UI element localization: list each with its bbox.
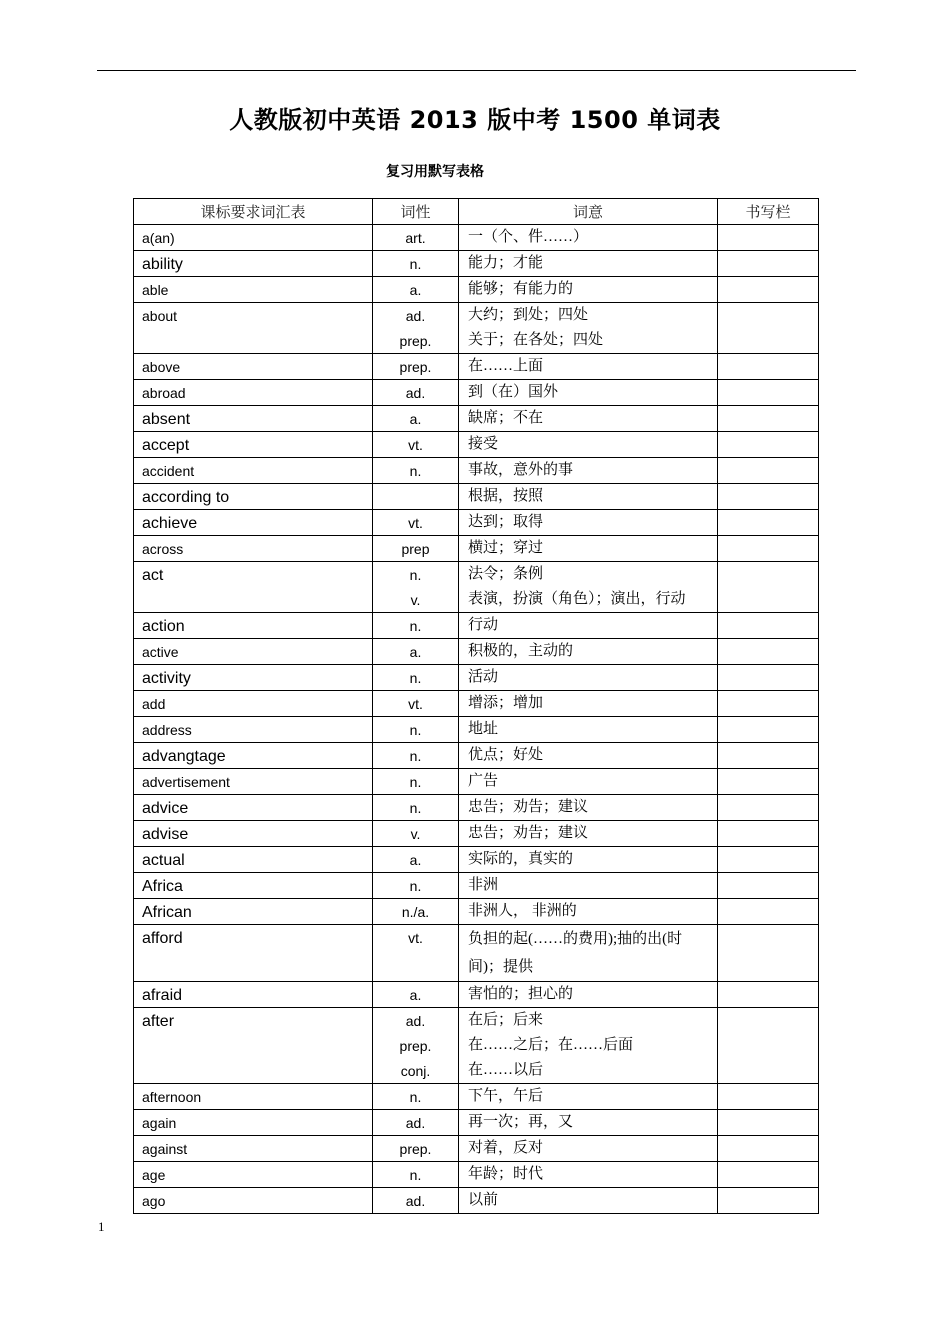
writing-cell[interactable]	[718, 982, 819, 1008]
word-cell	[134, 982, 373, 1008]
meaning-cell	[459, 536, 718, 562]
word-text: address	[142, 722, 192, 738]
word-text: actual	[142, 852, 185, 869]
word-text: achieve	[142, 515, 198, 532]
pos-text: n.	[409, 256, 422, 272]
header-word: 课标要求词汇表	[134, 199, 373, 225]
pos-cell	[373, 536, 459, 562]
writing-cell[interactable]	[718, 354, 819, 380]
word-cell	[134, 795, 373, 821]
meaning-cell	[459, 795, 718, 821]
writing-cell[interactable]	[718, 1136, 819, 1162]
writing-cell[interactable]	[718, 743, 819, 769]
page-title: 人教版初中英语 2013 版中考 1500 单词表	[229, 106, 721, 134]
pos-text: v.	[410, 592, 421, 608]
word-text: able	[142, 282, 169, 298]
pos-cell	[373, 1188, 459, 1214]
meaning-cell	[459, 873, 718, 899]
writing-cell[interactable]	[718, 795, 819, 821]
meaning-text: 在后；后来	[468, 1012, 544, 1028]
meaning-text: 害怕的；担心的	[468, 986, 574, 1002]
word-text: about	[142, 308, 178, 324]
pos-cell	[373, 925, 459, 982]
word-cell	[134, 303, 373, 354]
pos-text: ad.	[405, 308, 426, 324]
pos-text: n.	[409, 463, 422, 479]
writing-cell[interactable]	[718, 432, 819, 458]
pos-text: v.	[410, 826, 421, 842]
word-cell	[134, 1136, 373, 1162]
word-cell	[134, 1188, 373, 1214]
word-cell	[134, 743, 373, 769]
pos-text: a.	[409, 411, 422, 427]
pos-cell	[373, 769, 459, 795]
meaning-cell	[459, 899, 718, 925]
pos-cell	[373, 1084, 459, 1110]
meaning-text: 在……之后；在……后面	[468, 1037, 634, 1053]
meaning-text: 非洲人， 非洲的	[468, 903, 577, 919]
word-text: advice	[142, 800, 189, 817]
pos-cell	[373, 1110, 459, 1136]
meaning-cell	[459, 1136, 718, 1162]
meaning-text: 在……上面	[468, 358, 544, 374]
pos-text: n.	[409, 774, 422, 790]
word-text: according to	[142, 489, 230, 506]
writing-cell[interactable]	[718, 717, 819, 743]
pos-cell	[373, 613, 459, 639]
pos-text: a.	[409, 852, 422, 868]
word-text: afford	[142, 930, 183, 947]
word-text: accident	[142, 463, 195, 479]
word-cell	[134, 925, 373, 982]
word-cell	[134, 510, 373, 536]
meaning-text: 表演，扮演（角色）；演出，行动	[468, 591, 686, 607]
table-row	[134, 354, 819, 380]
word-text: accept	[142, 437, 190, 454]
meaning-cell	[459, 717, 718, 743]
pos-text: conj.	[400, 1063, 431, 1079]
word-text: advise	[142, 826, 189, 843]
pos-cell	[373, 251, 459, 277]
pos-cell	[373, 691, 459, 717]
pos-text: vt.	[408, 515, 423, 531]
meaning-text: 积极的，主动的	[468, 643, 574, 659]
pos-cell	[373, 432, 459, 458]
meaning-text: 根据，按照	[468, 488, 544, 504]
word-cell	[134, 873, 373, 899]
pos-cell	[373, 303, 459, 354]
pos-cell	[373, 562, 459, 613]
meaning-text: 一（个、件……）	[468, 229, 589, 245]
table-row	[134, 613, 819, 639]
meaning-text: 能力；才能	[468, 255, 544, 271]
meaning-text: 负担的起(……的费用);抽的出(时	[468, 931, 683, 947]
pos-cell	[373, 380, 459, 406]
meaning-text: 广告	[468, 773, 499, 789]
header-writing: 书写栏	[718, 199, 819, 225]
writing-cell[interactable]	[718, 1084, 819, 1110]
word-cell	[134, 484, 373, 510]
word-text: age	[142, 1167, 166, 1183]
pos-text: ad.	[405, 1115, 426, 1131]
word-cell	[134, 1110, 373, 1136]
writing-cell[interactable]	[718, 1008, 819, 1084]
pos-text: n.	[409, 567, 422, 583]
pos-text: a.	[409, 644, 422, 660]
word-cell	[134, 380, 373, 406]
word-text: a(an)	[142, 230, 175, 246]
table-row	[134, 458, 819, 484]
meaning-text: 事故，意外的事	[468, 462, 574, 478]
pos-text: vt.	[408, 930, 423, 946]
table-row	[134, 1008, 819, 1084]
word-text: advertisement	[142, 774, 230, 790]
writing-cell[interactable]	[718, 562, 819, 613]
meaning-cell	[459, 380, 718, 406]
meaning-cell	[459, 1008, 718, 1084]
word-cell	[134, 1008, 373, 1084]
table-row	[134, 899, 819, 925]
word-cell	[134, 225, 373, 251]
meaning-cell	[459, 769, 718, 795]
table-row	[134, 251, 819, 277]
meaning-text: 年龄；时代	[468, 1166, 544, 1182]
word-cell	[134, 432, 373, 458]
meaning-text: 大约；到处；四处	[468, 307, 589, 323]
writing-cell[interactable]	[718, 484, 819, 510]
meaning-text: 关于；在各处；四处	[468, 332, 604, 348]
table-row	[134, 982, 819, 1008]
writing-cell[interactable]	[718, 613, 819, 639]
meaning-cell	[459, 821, 718, 847]
pos-cell	[373, 354, 459, 380]
writing-cell[interactable]	[718, 1162, 819, 1188]
word-cell	[134, 821, 373, 847]
table-row	[134, 1136, 819, 1162]
pos-text: a.	[409, 987, 422, 1003]
pos-cell	[373, 1008, 459, 1084]
word-cell	[134, 354, 373, 380]
pos-cell	[373, 665, 459, 691]
meaning-text: 实际的，真实的	[468, 851, 574, 867]
writing-cell[interactable]	[718, 380, 819, 406]
writing-cell[interactable]	[718, 1188, 819, 1214]
header-meaning: 词意	[459, 199, 718, 225]
writing-cell[interactable]	[718, 665, 819, 691]
pos-cell	[373, 484, 459, 510]
word-text: active	[142, 644, 179, 660]
meaning-text: 在……以后	[468, 1062, 544, 1078]
table-row	[134, 277, 819, 303]
pos-text: n.	[409, 800, 422, 816]
pos-text: n.	[409, 618, 422, 634]
meaning-cell	[459, 484, 718, 510]
pos-cell	[373, 743, 459, 769]
meaning-text: 以前	[468, 1192, 499, 1208]
meaning-text: 能够；有能力的	[468, 281, 574, 297]
table-row	[134, 847, 819, 873]
meaning-cell	[459, 639, 718, 665]
pos-text: n.	[409, 878, 422, 894]
word-text: Africa	[142, 878, 183, 895]
pos-text: prep.	[399, 1038, 432, 1054]
writing-cell[interactable]	[718, 303, 819, 354]
meaning-cell	[459, 432, 718, 458]
meaning-cell	[459, 691, 718, 717]
word-cell	[134, 769, 373, 795]
pos-text: prep.	[399, 333, 432, 349]
pos-text: n.	[409, 748, 422, 764]
table-row	[134, 432, 819, 458]
writing-cell[interactable]	[718, 251, 819, 277]
writing-cell[interactable]	[718, 899, 819, 925]
pos-text: ad.	[405, 385, 426, 401]
word-text: action	[142, 618, 185, 635]
writing-cell[interactable]	[718, 847, 819, 873]
pos-cell	[373, 717, 459, 743]
header-pos: 词性	[373, 199, 459, 225]
meaning-text: 非洲	[468, 877, 499, 893]
word-text: abroad	[142, 385, 186, 401]
meaning-text: 优点；好处	[468, 747, 544, 763]
word-cell	[134, 562, 373, 613]
meaning-text: 缺席；不在	[468, 410, 544, 426]
meaning-text: 法令；条例	[468, 566, 544, 582]
meaning-cell	[459, 562, 718, 613]
table-row	[134, 1188, 819, 1214]
word-cell	[134, 458, 373, 484]
writing-cell[interactable]	[718, 510, 819, 536]
page-subtitle: 复习用默写表格	[386, 164, 484, 180]
meaning-cell	[459, 277, 718, 303]
meaning-text: 接受	[468, 436, 499, 452]
pos-text: a.	[409, 282, 422, 298]
word-text: against	[142, 1141, 188, 1157]
pos-cell	[373, 225, 459, 251]
meaning-cell	[459, 925, 718, 982]
writing-cell[interactable]	[718, 277, 819, 303]
meaning-text: 再一次；再，又	[468, 1114, 574, 1130]
table-row	[134, 795, 819, 821]
meaning-cell	[459, 251, 718, 277]
meaning-cell	[459, 510, 718, 536]
meaning-text: 到（在）国外	[468, 384, 559, 400]
meaning-text: 忠告；劝告；建议	[468, 825, 589, 841]
table-row	[134, 743, 819, 769]
writing-cell[interactable]	[718, 925, 819, 982]
meaning-cell	[459, 982, 718, 1008]
pos-cell	[373, 1162, 459, 1188]
writing-cell[interactable]	[718, 691, 819, 717]
pos-text: n.	[409, 1089, 422, 1105]
pos-cell	[373, 982, 459, 1008]
meaning-cell	[459, 1188, 718, 1214]
meaning-cell	[459, 354, 718, 380]
pos-text: n.	[409, 722, 422, 738]
table-row	[134, 769, 819, 795]
word-text: African	[142, 904, 192, 921]
word-text: activity	[142, 670, 191, 687]
word-cell	[134, 847, 373, 873]
writing-cell[interactable]	[718, 821, 819, 847]
pos-text: prep.	[399, 1141, 432, 1157]
table-row	[134, 484, 819, 510]
pos-text: art.	[405, 230, 426, 246]
table-row	[134, 1162, 819, 1188]
meaning-text: 增添；增加	[468, 695, 544, 711]
writing-cell[interactable]	[718, 225, 819, 251]
word-text: afternoon	[142, 1089, 202, 1105]
pos-text: n.	[409, 670, 422, 686]
vocab-body	[134, 225, 819, 1214]
word-cell	[134, 406, 373, 432]
table-row	[134, 380, 819, 406]
table-row	[134, 225, 819, 251]
pos-cell	[373, 847, 459, 873]
meaning-cell	[459, 1084, 718, 1110]
pos-text: ad.	[405, 1013, 426, 1029]
meaning-cell	[459, 613, 718, 639]
table-row	[134, 821, 819, 847]
word-cell	[134, 665, 373, 691]
word-cell	[134, 277, 373, 303]
pos-cell	[373, 510, 459, 536]
table-row	[134, 562, 819, 613]
pos-text: vt.	[408, 437, 423, 453]
table-row	[134, 925, 819, 982]
word-text: act	[142, 567, 164, 584]
word-cell	[134, 717, 373, 743]
meaning-text: 地址	[468, 721, 499, 737]
word-text: again	[142, 1115, 177, 1131]
writing-cell[interactable]	[718, 769, 819, 795]
pos-text	[373, 484, 458, 509]
word-cell	[134, 691, 373, 717]
word-text: advangtage	[142, 748, 226, 765]
word-cell	[134, 536, 373, 562]
word-text: absent	[142, 411, 191, 428]
pos-cell	[373, 406, 459, 432]
pos-cell	[373, 1136, 459, 1162]
meaning-text: 间)；提供	[468, 959, 533, 975]
pos-cell	[373, 899, 459, 925]
meaning-cell	[459, 743, 718, 769]
pos-cell	[373, 873, 459, 899]
word-text: ability	[142, 256, 183, 273]
word-cell	[134, 639, 373, 665]
word-cell	[134, 899, 373, 925]
pos-text: vt.	[408, 696, 423, 712]
word-text: add	[142, 696, 166, 712]
meaning-cell	[459, 303, 718, 354]
table-row	[134, 665, 819, 691]
table-row	[134, 510, 819, 536]
pos-cell	[373, 639, 459, 665]
table-row	[134, 536, 819, 562]
meaning-text: 达到；取得	[468, 514, 544, 530]
meaning-cell	[459, 1110, 718, 1136]
table-row	[134, 717, 819, 743]
writing-cell[interactable]	[718, 536, 819, 562]
meaning-text: 对着，反对	[468, 1140, 544, 1156]
table-row	[134, 406, 819, 432]
meaning-cell	[459, 406, 718, 432]
meaning-cell	[459, 847, 718, 873]
meaning-cell	[459, 225, 718, 251]
pos-text: ad.	[405, 1193, 426, 1209]
table-row	[134, 1110, 819, 1136]
table-row	[134, 303, 819, 354]
meaning-text: 行动	[468, 617, 499, 633]
page-number: 1	[98, 1219, 105, 1234]
table-row	[134, 691, 819, 717]
writing-cell[interactable]	[718, 639, 819, 665]
pos-cell	[373, 277, 459, 303]
top-rule	[97, 70, 856, 71]
pos-cell	[373, 821, 459, 847]
word-text: afraid	[142, 987, 183, 1004]
word-text: after	[142, 1013, 175, 1030]
pos-cell	[373, 458, 459, 484]
pos-text: n./a.	[401, 904, 430, 920]
meaning-text: 横过；穿过	[468, 540, 544, 556]
pos-text: prep	[401, 541, 430, 557]
meaning-cell	[459, 458, 718, 484]
pos-text: prep.	[399, 359, 432, 375]
meaning-text: 忠告；劝告；建议	[468, 799, 589, 815]
writing-cell[interactable]	[718, 873, 819, 899]
table-row	[134, 1084, 819, 1110]
word-text: ago	[142, 1193, 166, 1209]
table-header-row	[134, 199, 819, 225]
word-cell	[134, 613, 373, 639]
table-row	[134, 873, 819, 899]
word-text: above	[142, 359, 181, 375]
meaning-cell	[459, 665, 718, 691]
word-cell	[134, 1084, 373, 1110]
word-cell	[134, 251, 373, 277]
meaning-text: 活动	[468, 669, 499, 685]
writing-cell[interactable]	[718, 406, 819, 432]
writing-cell[interactable]	[718, 458, 819, 484]
table-row	[134, 639, 819, 665]
pos-text: n.	[409, 1167, 422, 1183]
meaning-cell	[459, 1162, 718, 1188]
word-cell	[134, 1162, 373, 1188]
pos-cell	[373, 795, 459, 821]
word-text: across	[142, 541, 184, 557]
vocab-table	[133, 198, 819, 1214]
writing-cell[interactable]	[718, 1110, 819, 1136]
meaning-text: 下午，午后	[468, 1088, 544, 1104]
